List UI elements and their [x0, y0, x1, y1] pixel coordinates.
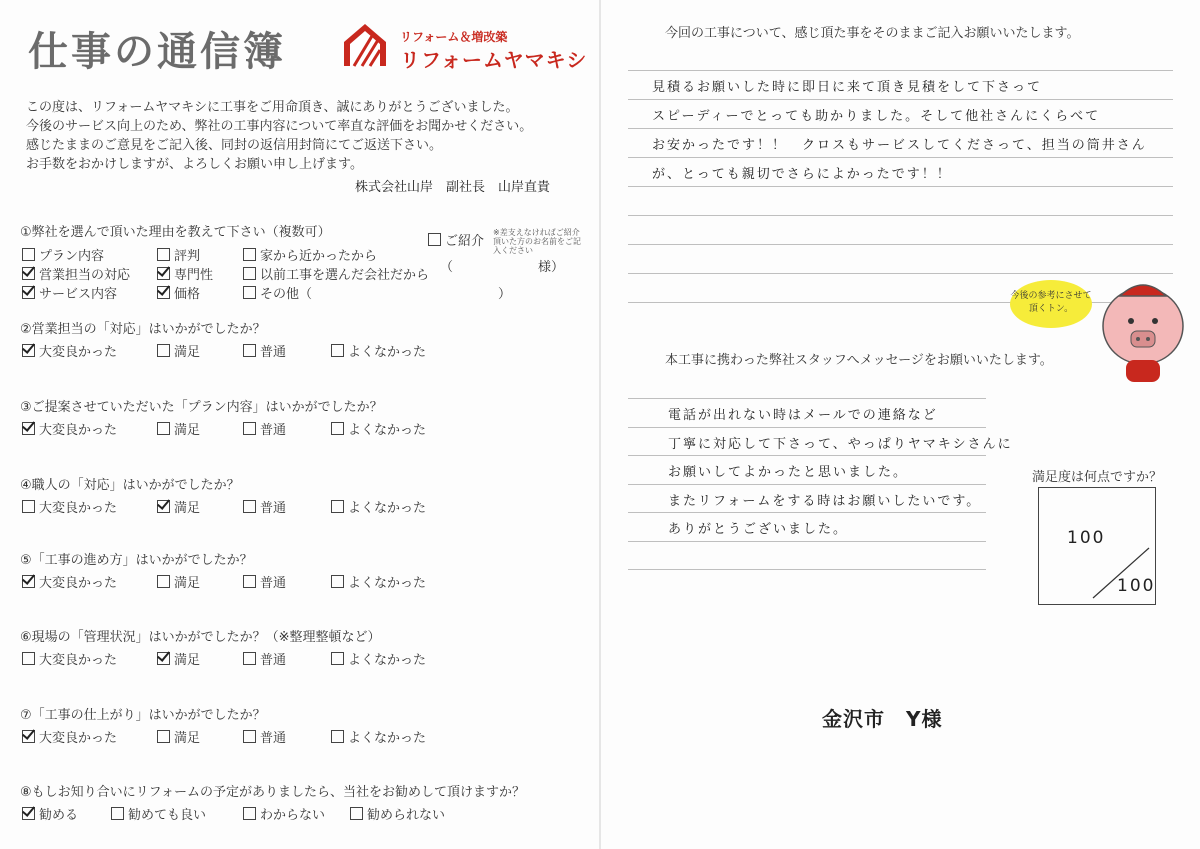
- intro-line: 今後のサービス向上のため、弊社の工事内容について率直な評価をお聞かせください。: [26, 119, 533, 134]
- checkbox[interactable]: [22, 248, 35, 261]
- checkbox[interactable]: [22, 807, 35, 820]
- option-label: 勧める: [39, 808, 79, 823]
- referral-note: ※差支えなければご紹介頂いた方のお名前をご記入ください: [493, 228, 581, 255]
- checkbox[interactable]: [157, 422, 170, 435]
- option-label: 勧められない: [367, 808, 446, 823]
- ruled-line: [628, 128, 1173, 129]
- rating-option[interactable]: [243, 649, 286, 668]
- rating-option[interactable]: [157, 727, 200, 746]
- intro-line: 感じたままのご意見をご記入後、同封の返信用封筒にてご返送下さい。: [26, 138, 443, 153]
- rating-option[interactable]: [157, 419, 200, 438]
- checkbox[interactable]: [243, 267, 256, 280]
- option-label: 大変良かった: [39, 731, 118, 746]
- ruled-line: [628, 484, 986, 485]
- option-label: よくなかった: [348, 423, 427, 438]
- option-label: サービス内容: [39, 287, 118, 302]
- other-close: ）: [498, 287, 512, 302]
- checkbox[interactable]: [22, 286, 35, 299]
- checkbox[interactable]: [22, 500, 35, 513]
- reason-option[interactable]: [243, 245, 377, 264]
- ruled-line: [628, 157, 1173, 158]
- option-label: 大変良かった: [39, 423, 118, 438]
- rating-option[interactable]: [331, 341, 426, 360]
- handwritten-line: またリフォームをする時はお願いしたいです。: [668, 493, 982, 509]
- page-title: 仕事の通信簿: [28, 29, 286, 75]
- checkbox[interactable]: [111, 807, 124, 820]
- option-label: 満足: [174, 576, 201, 591]
- option-label: よくなかった: [348, 731, 427, 746]
- score-max: 100: [1117, 576, 1156, 596]
- option-label: 普通: [260, 731, 287, 746]
- checkbox[interactable]: [157, 730, 170, 743]
- checkbox[interactable]: [243, 730, 256, 743]
- ruled-line: [628, 541, 986, 542]
- question-label: ⑥現場の「管理状況」はいかがでしたか？（※整理整頓など）: [20, 630, 381, 645]
- handwritten-line: スピーディーでとっても助かりました。そして他社さんにくらべて: [652, 109, 1101, 124]
- rating-option[interactable]: [331, 649, 426, 668]
- rating-option[interactable]: [331, 419, 426, 438]
- option-label: 満足: [174, 423, 201, 438]
- mascot-speech-bubble: 今後の参考にさせて頂くトン。: [1010, 280, 1092, 328]
- brand-name: リフォームヤマキシ: [400, 48, 588, 72]
- option-label: 勧めても良い: [128, 808, 207, 823]
- checkbox[interactable]: [243, 500, 256, 513]
- reason-option[interactable]: [157, 245, 200, 264]
- option-label: 普通: [260, 345, 287, 360]
- rating-option[interactable]: [22, 727, 117, 746]
- ruled-line: [628, 569, 986, 570]
- score-box[interactable]: [1038, 487, 1156, 605]
- option-label: 以前工事を選んだ会社だから: [260, 268, 430, 283]
- checkbox[interactable]: [157, 575, 170, 588]
- ruled-line: [628, 244, 1173, 245]
- option-label: 普通: [260, 576, 287, 591]
- rating-option[interactable]: [331, 572, 426, 591]
- handwritten-line: 見積るお願いした時に即日に来て頂き見積をして下さって: [652, 80, 1043, 95]
- intro-line: この度は、リフォームヤマキシに工事をご用命頂き、誠にありがとうございました。: [26, 100, 519, 115]
- option-label: 普通: [260, 501, 287, 516]
- checkbox[interactable]: [157, 344, 170, 357]
- reason-option[interactable]: [22, 283, 117, 302]
- checkbox[interactable]: [22, 344, 35, 357]
- option-label: 価格: [174, 287, 201, 302]
- checkbox[interactable]: [331, 422, 344, 435]
- checkbox[interactable]: [22, 652, 35, 665]
- score-label: 満足度は何点ですか？: [1032, 470, 1163, 485]
- option-label: わからない: [260, 808, 326, 823]
- question-label: ②営業担当の「対応」はいかがでしたか？: [20, 322, 266, 337]
- option-label: 普通: [260, 423, 287, 438]
- option-label: よくなかった: [348, 501, 427, 516]
- checkbox[interactable]: [22, 267, 35, 280]
- handwritten-line: ありがとうございました。: [668, 522, 849, 537]
- rating-option[interactable]: [243, 419, 286, 438]
- rating-option[interactable]: [157, 497, 200, 516]
- checkbox[interactable]: [331, 652, 344, 665]
- pig-mascot-icon: [1098, 276, 1188, 384]
- checkbox[interactable]: [331, 730, 344, 743]
- reason-option[interactable]: [22, 264, 130, 283]
- ruled-line: [628, 186, 1173, 187]
- rating-option[interactable]: [243, 727, 286, 746]
- checkbox[interactable]: [157, 500, 170, 513]
- checkbox[interactable]: [243, 575, 256, 588]
- brand-tagline: リフォーム＆増改築: [400, 30, 508, 44]
- checkbox[interactable]: [157, 652, 170, 665]
- question-1-label: ①弊社を選んで頂いた理由を教えて下さい（複数可）: [20, 225, 331, 240]
- recommend-option[interactable]: [350, 804, 445, 823]
- option-label: 満足: [174, 501, 201, 516]
- recommend-option[interactable]: [22, 804, 78, 823]
- customer-name: 金沢市 Y様: [822, 707, 943, 731]
- message-label: 本工事に携わった弊社スタッフへメッセージをお願いいたします。: [665, 353, 1053, 368]
- rating-option[interactable]: [22, 341, 117, 360]
- checkbox[interactable]: [243, 422, 256, 435]
- checkbox[interactable]: [22, 422, 35, 435]
- ruled-line: [628, 215, 1173, 216]
- reason-option[interactable]: [243, 283, 312, 302]
- rating-option[interactable]: [157, 649, 200, 668]
- reason-option[interactable]: [157, 264, 213, 283]
- rating-option[interactable]: [22, 497, 117, 516]
- rating-option[interactable]: [243, 341, 286, 360]
- checkbox[interactable]: [243, 652, 256, 665]
- option-label: 満足: [174, 731, 201, 746]
- referral-label: ご紹介: [445, 234, 485, 249]
- ruled-line: [628, 70, 1173, 71]
- checkbox[interactable]: [331, 344, 344, 357]
- question-label: ④職人の「対応」はいかがでしたか？: [20, 478, 240, 493]
- referral-open: （: [440, 260, 454, 275]
- handwritten-line: 電話が出れない時はメールでの連絡など: [668, 408, 938, 423]
- checkbox[interactable]: [243, 248, 256, 261]
- referral-checkbox[interactable]: [428, 233, 441, 246]
- recommend-option[interactable]: [243, 804, 325, 823]
- reason-option[interactable]: [157, 283, 200, 302]
- ruled-line: [628, 273, 1173, 274]
- option-label: 家から近かったから: [260, 249, 378, 264]
- option-label: 満足: [174, 345, 201, 360]
- option-label: 大変良かった: [39, 576, 118, 591]
- referral-suffix: 様）: [538, 260, 565, 275]
- option-label: 普通: [260, 653, 287, 668]
- checkbox[interactable]: [157, 267, 170, 280]
- checkbox[interactable]: [331, 575, 344, 588]
- score-value: 100: [1067, 528, 1106, 548]
- rating-option[interactable]: [22, 572, 117, 591]
- rating-option[interactable]: [157, 341, 200, 360]
- intro-text: [26, 98, 532, 174]
- checkbox[interactable]: [22, 575, 35, 588]
- rating-option[interactable]: [243, 572, 286, 591]
- checkbox[interactable]: [157, 248, 170, 261]
- roof-logo-icon: [342, 22, 388, 68]
- signature: 株式会社山岸 副社長 山岸直貴: [355, 180, 551, 195]
- ruled-line: [628, 455, 986, 456]
- option-label: 評判: [174, 249, 201, 264]
- ruled-line: [628, 512, 986, 513]
- recommend-option[interactable]: [111, 804, 206, 823]
- checkbox[interactable]: [157, 286, 170, 299]
- handwritten-line: が、とっても親切でさらによかったです！！: [652, 167, 952, 182]
- option-label: 満足: [174, 653, 201, 668]
- page-fold: [599, 0, 601, 849]
- option-label: 営業担当の対応: [39, 268, 131, 283]
- checkbox[interactable]: [243, 344, 256, 357]
- ruled-line: [628, 99, 1173, 100]
- impression-label: 今回の工事について、感じ頂た事をそのままご記入お願いいたします。: [665, 26, 1080, 41]
- rating-option[interactable]: [331, 497, 426, 516]
- reason-option[interactable]: [243, 264, 429, 283]
- question-label: ⑤「工事の進め方」はいかがでしたか？: [20, 553, 253, 568]
- option-label: 大変良かった: [39, 501, 118, 516]
- reason-option[interactable]: [22, 245, 104, 264]
- ruled-line: [628, 427, 986, 428]
- checkbox[interactable]: [22, 730, 35, 743]
- question-label: ③ご提案させていただいた「プラン内容」はいかがでしたか？: [20, 400, 383, 415]
- option-label: その他（: [260, 287, 313, 302]
- rating-option[interactable]: [331, 727, 426, 746]
- checkbox[interactable]: [243, 807, 256, 820]
- rating-option[interactable]: [22, 419, 117, 438]
- handwritten-line: 丁寧に対応して下さって、やっぱりヤマキシさんに: [668, 436, 1013, 452]
- handwritten-line: お願いしてよかったと思いました。: [668, 465, 909, 480]
- option-label: プラン内容: [39, 249, 105, 264]
- checkbox[interactable]: [331, 500, 344, 513]
- option-label: 大変良かった: [39, 653, 118, 668]
- option-label: よくなかった: [348, 653, 427, 668]
- checkbox[interactable]: [350, 807, 363, 820]
- option-label: 専門性: [174, 268, 214, 283]
- option-label: よくなかった: [348, 345, 427, 360]
- checkbox[interactable]: [243, 286, 256, 299]
- option-label: 大変良かった: [39, 345, 118, 360]
- option-label: よくなかった: [348, 576, 427, 591]
- question-label: ⑦「工事の仕上がり」はいかがでしたか？: [20, 708, 266, 723]
- question-8-label: ⑧もしお知り合いにリフォームの予定がありましたら、当社をお勧めして頂けますか？: [20, 785, 526, 800]
- ruled-line: [628, 398, 986, 399]
- rating-option[interactable]: [243, 497, 286, 516]
- intro-line: お手数をおかけしますが、よろしくお願い申し上げます。: [26, 157, 363, 172]
- rating-option[interactable]: [22, 649, 117, 668]
- handwritten-line: お安かったです！！ クロスもサービスしてくださって、担当の筒井さん: [652, 138, 1147, 153]
- referral-option[interactable]: [428, 230, 484, 249]
- rating-option[interactable]: [157, 572, 200, 591]
